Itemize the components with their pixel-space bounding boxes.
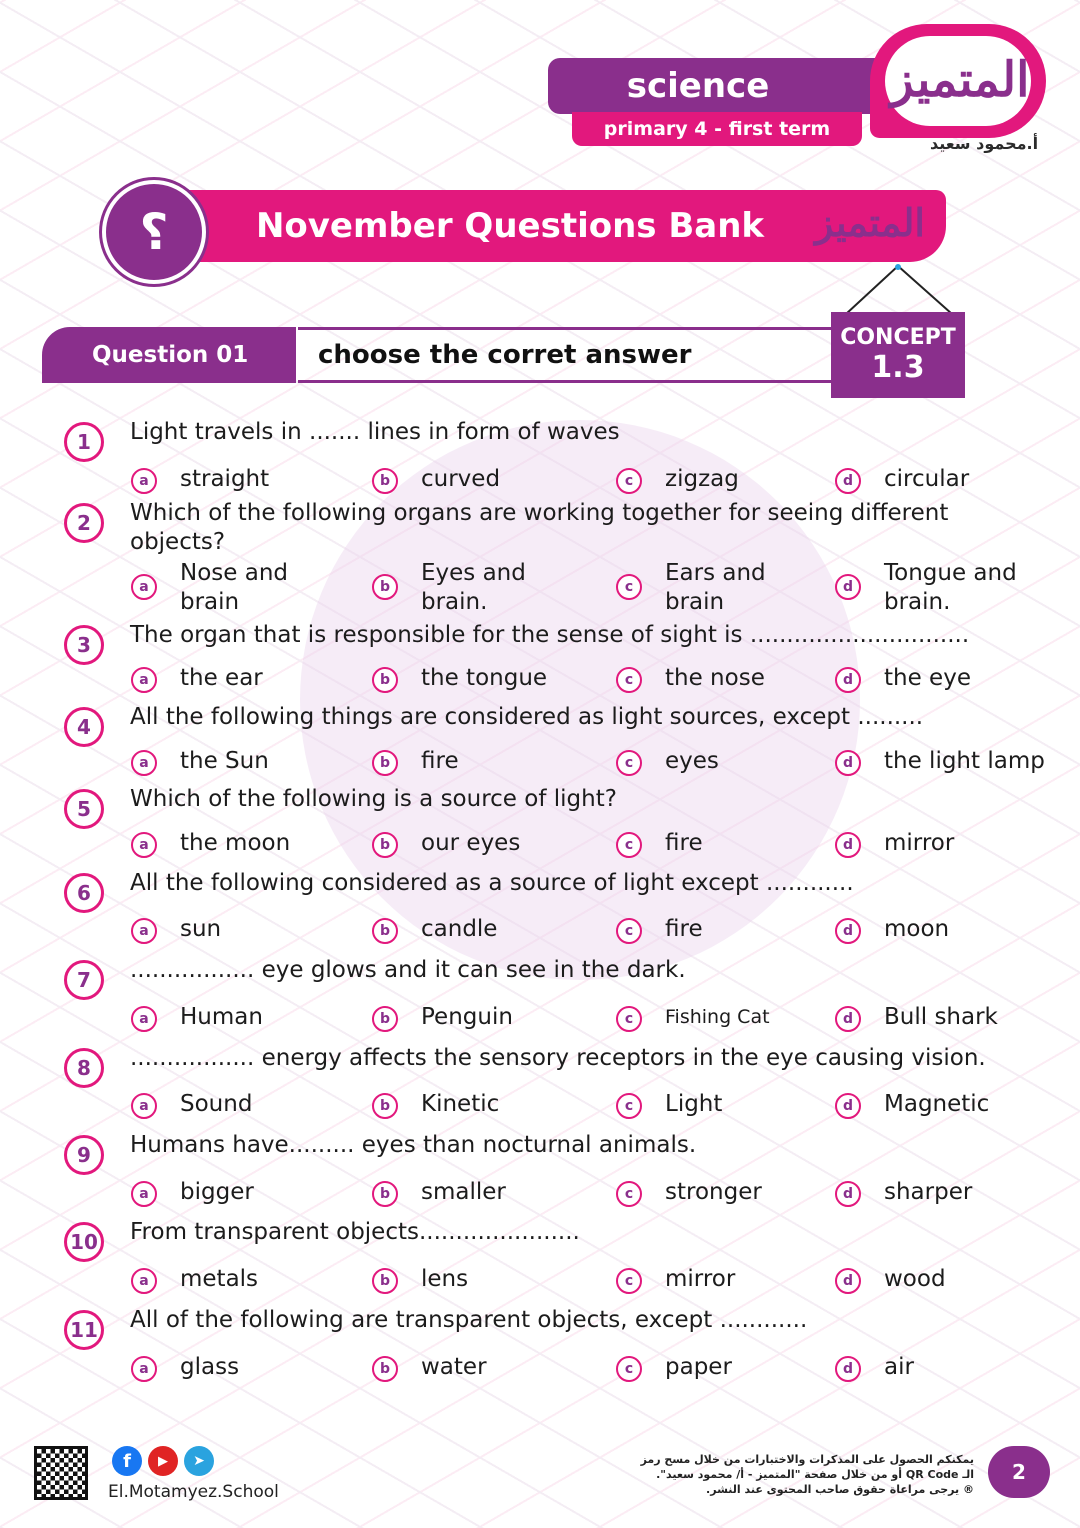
- option-letter-d[interactable]: d: [835, 667, 861, 693]
- answer-option[interactable]: air: [884, 1354, 914, 1380]
- option-letter-a[interactable]: a: [131, 1006, 157, 1032]
- answer-option[interactable]: the eye: [884, 665, 971, 691]
- answer-option[interactable]: Nose and brain: [180, 560, 288, 615]
- concept-number: 1.3: [871, 350, 925, 385]
- option-letter-b[interactable]: b: [372, 750, 398, 776]
- answer-option[interactable]: eyes: [665, 748, 719, 774]
- website-text: El.Motamyez.School: [108, 1482, 279, 1502]
- option-letter-d[interactable]: d: [835, 1093, 861, 1119]
- question-number: 4: [64, 707, 104, 747]
- answer-option[interactable]: moon: [884, 916, 950, 942]
- question-number: 2: [64, 503, 104, 543]
- option-letter-c[interactable]: c: [616, 667, 642, 693]
- concept-tag: [831, 312, 965, 398]
- answer-option[interactable]: Human: [180, 1004, 263, 1030]
- question-text: From transparent objects......................: [130, 1219, 580, 1245]
- option-letter-a[interactable]: a: [131, 1356, 157, 1382]
- answer-option[interactable]: candle: [421, 916, 498, 942]
- option-letter-d[interactable]: d: [835, 1006, 861, 1032]
- subject-title: science: [548, 58, 888, 114]
- telegram-icon[interactable]: ➤: [184, 1446, 214, 1476]
- question-text: Which of the following organs are working together for seeing different objects?: [130, 500, 949, 555]
- option-letter-a[interactable]: a: [131, 667, 157, 693]
- answer-option[interactable]: Tongue and brain.: [884, 560, 1017, 615]
- question-text: ................. energy affects the sensory receptors in the eye causing vision.: [130, 1045, 986, 1071]
- option-letter-d[interactable]: d: [835, 750, 861, 776]
- option-letter-d[interactable]: d: [835, 1356, 861, 1382]
- question-number: 11: [64, 1310, 104, 1350]
- answer-option[interactable]: lens: [421, 1266, 469, 1292]
- answer-option[interactable]: glass: [180, 1354, 240, 1380]
- option-letter-c[interactable]: c: [616, 1006, 642, 1032]
- option-letter-d[interactable]: d: [835, 918, 861, 944]
- answer-option[interactable]: wood: [884, 1266, 946, 1292]
- answer-option[interactable]: paper: [665, 1354, 732, 1380]
- question-number: 9: [64, 1135, 104, 1175]
- option-letter-a[interactable]: a: [131, 1181, 157, 1207]
- option-letter-d[interactable]: d: [835, 832, 861, 858]
- answer-option[interactable]: stronger: [665, 1179, 762, 1205]
- option-letter-d[interactable]: d: [835, 1181, 861, 1207]
- question-mark-icon: ؟: [102, 180, 206, 284]
- option-letter-c[interactable]: c: [616, 1181, 642, 1207]
- answer-option[interactable]: zigzag: [665, 466, 739, 492]
- option-letter-d[interactable]: d: [835, 1268, 861, 1294]
- option-letter-b[interactable]: b: [372, 832, 398, 858]
- question-number: 6: [64, 873, 104, 913]
- question-text: ................. eye glows and it can see in the dark.: [130, 957, 686, 983]
- footer-note-line: يمكنكم الحصول على المذكرات والاختبارات من خلال مسح رمز: [640, 1453, 974, 1466]
- concept-label: CONCEPT: [840, 325, 956, 350]
- option-letter-b[interactable]: b: [372, 1006, 398, 1032]
- youtube-icon[interactable]: ▶: [148, 1446, 178, 1476]
- answer-option[interactable]: straight: [180, 466, 270, 492]
- answer-option[interactable]: Ears and brain: [665, 560, 766, 615]
- answer-option[interactable]: mirror: [665, 1266, 736, 1292]
- option-letter-c[interactable]: c: [616, 832, 642, 858]
- option-letter-c[interactable]: c: [616, 1356, 642, 1382]
- answer-option[interactable]: the tongue: [421, 665, 548, 691]
- answer-option[interactable]: the ear: [180, 665, 263, 691]
- option-letter-c[interactable]: c: [616, 918, 642, 944]
- question-number: 7: [64, 960, 104, 1000]
- answer-option[interactable]: the Sun: [180, 748, 269, 774]
- question-text: Which of the following is a source of light?: [130, 786, 617, 812]
- option-letter-a[interactable]: a: [131, 918, 157, 944]
- question-label: Question 01: [42, 327, 296, 383]
- option-letter-a[interactable]: a: [131, 750, 157, 776]
- question-number: 10: [64, 1222, 104, 1262]
- option-letter-b[interactable]: b: [372, 468, 398, 494]
- question-text: All the following things are considered as light sources, except .........: [130, 704, 924, 730]
- option-letter-b[interactable]: b: [372, 667, 398, 693]
- page-number: 2: [988, 1446, 1050, 1498]
- answer-option[interactable]: Sound: [180, 1091, 253, 1117]
- option-letter-d[interactable]: d: [835, 574, 861, 600]
- question-text: All of the following are transparent objects, except ............: [130, 1307, 808, 1333]
- answer-option[interactable]: Kinetic: [421, 1091, 500, 1117]
- option-letter-c[interactable]: c: [616, 468, 642, 494]
- question-text: Humans have......... eyes than nocturnal animals.: [130, 1132, 697, 1158]
- option-letter-a[interactable]: a: [131, 468, 157, 494]
- grade-level: primary 4 - first term: [572, 112, 862, 146]
- question-text: All the following considered as a source of light except ............: [130, 870, 854, 896]
- question-number: 5: [64, 789, 104, 829]
- footer-note-line: ® يرجى مراعاة حقوق صاحب المحتوى عند النشر.: [706, 1483, 974, 1496]
- question-text: The organ that is responsible for the sense of sight is ..............................: [130, 622, 970, 648]
- option-letter-c[interactable]: c: [616, 750, 642, 776]
- answer-option[interactable]: Eyes and brain.: [421, 560, 526, 615]
- footer-note-line: الـ QR Code أو من خلال صفحة "المتميز - أ/ محمود سعيد".: [656, 1468, 974, 1481]
- answer-option[interactable]: curved: [421, 466, 501, 492]
- option-letter-b[interactable]: b: [372, 574, 398, 600]
- question-instruction: choose the corret answer: [298, 327, 832, 383]
- answer-option[interactable]: Penguin: [421, 1004, 513, 1030]
- qr-code[interactable]: [34, 1446, 88, 1500]
- footer-note: [640, 1452, 974, 1497]
- option-letter-b[interactable]: b: [372, 1093, 398, 1119]
- option-letter-c[interactable]: c: [616, 1093, 642, 1119]
- answer-option[interactable]: circular: [884, 466, 970, 492]
- option-letter-a[interactable]: a: [131, 1268, 157, 1294]
- question-number: 3: [64, 625, 104, 665]
- question-number: 1: [64, 422, 104, 462]
- answer-option[interactable]: the nose: [665, 665, 765, 691]
- answer-option[interactable]: sharper: [884, 1179, 973, 1205]
- answer-option[interactable]: sun: [180, 916, 222, 942]
- option-letter-a[interactable]: a: [131, 574, 157, 600]
- question-number: 8: [64, 1048, 104, 1088]
- answer-option[interactable]: bigger: [180, 1179, 254, 1205]
- banner-logo-text: المتميز: [815, 199, 925, 245]
- answer-option[interactable]: Light: [665, 1091, 723, 1117]
- answer-option[interactable]: water: [421, 1354, 487, 1380]
- answer-option[interactable]: the light lamp: [884, 748, 1045, 774]
- answer-option[interactable]: Fishing Cat: [665, 1006, 770, 1028]
- answer-option[interactable]: fire: [665, 916, 703, 942]
- answer-option[interactable]: Bull shark: [884, 1004, 998, 1030]
- option-letter-c[interactable]: c: [616, 574, 642, 600]
- concept-hanger-icon: [840, 262, 960, 318]
- answer-option[interactable]: fire: [421, 748, 459, 774]
- option-letter-a[interactable]: a: [131, 832, 157, 858]
- option-letter-c[interactable]: c: [616, 1268, 642, 1294]
- option-letter-b[interactable]: b: [372, 1268, 398, 1294]
- answer-option[interactable]: fire: [665, 830, 703, 856]
- author-name: أ.محمود سعيد: [930, 134, 1039, 153]
- answer-option[interactable]: the moon: [180, 830, 291, 856]
- option-letter-a[interactable]: a: [131, 1093, 157, 1119]
- option-letter-b[interactable]: b: [372, 1356, 398, 1382]
- answer-option[interactable]: mirror: [884, 830, 955, 856]
- facebook-icon[interactable]: f: [112, 1446, 142, 1476]
- option-letter-d[interactable]: d: [835, 468, 861, 494]
- answer-option[interactable]: Magnetic: [884, 1091, 990, 1117]
- brand-logo-text: المتميز: [890, 52, 1030, 108]
- page-title: November Questions Bank: [255, 206, 765, 246]
- answer-option[interactable]: metals: [180, 1266, 259, 1292]
- option-letter-b[interactable]: b: [372, 1181, 398, 1207]
- option-letter-b[interactable]: b: [372, 918, 398, 944]
- answer-option[interactable]: our eyes: [421, 830, 521, 856]
- question-text: Light travels in ....... lines in form of waves: [130, 419, 620, 445]
- answer-option[interactable]: smaller: [421, 1179, 506, 1205]
